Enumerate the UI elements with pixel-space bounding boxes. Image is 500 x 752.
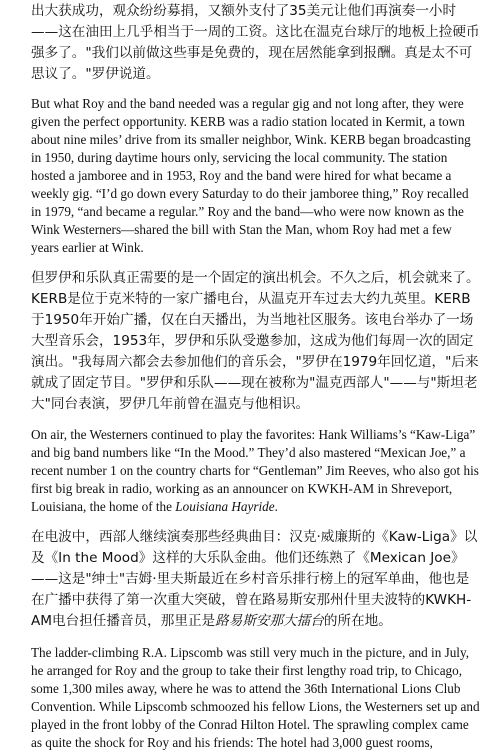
text-run: The ladder-climbing R.A. Lipscomb was still very much in the picture, and in July, he arranged for Roy and the group to take their first lengthy road trip, to Chicago, some 1,300 miles away, where he was to attend the 36th International Lions Club Convention. While Lipscomb schmoozed his fellow Lions, the Westerners set up and played in the front lobby of the Conrad Hilton Hotel. The sprawling complex came as quite the shock for Roy and his friends: The hotel had 3,000 guest rooms, (31, 645, 480, 750)
italic-show-title: Louisiana Hayride (175, 499, 275, 514)
paragraph-english-2 (31, 426, 482, 516)
paragraph-chinese-1 (31, 1, 482, 85)
text-run: 的所在地。 (323, 613, 392, 629)
text-run: 出大获成功，观众纷纷募捐，又额外支付了35美元让他们再演奏一小时——这在油田上几乎相当于一周的工资。这比在温克台球厅的地板上捡硬币强多了。"我们以前做这些事是免费的，现在居然能拿到报酬。真是太不可思议了。"罗伊说道。 (31, 3, 480, 82)
paragraph-english-1 (31, 95, 482, 257)
paragraph-chinese-2 (31, 268, 482, 415)
italic-show-title: 路易斯安那大擂台 (215, 613, 324, 629)
text-run: 在电波中，西部人继续演奏那些经典曲目：汉克·威廉斯的《Kaw-Liga》以及《In the Mood》这样的大乐队金曲。他们还练熟了《Mexican Joe》——这是"绅士"吉姆·里夫斯最近在乡村音乐排行榜上的冠军单曲，他也是在广播中获得了第一次重大突破，曾在路易斯安那州什里夫波特的KWKH-AM电台担任播音员，那里正是 (31, 529, 478, 629)
paragraph-chinese-3 (31, 527, 482, 632)
text-run: . (274, 499, 278, 514)
text-run: On air, the Westerners continued to play the favorites: Hank Williams’s “Kaw-Liga” and big band numbers like “In the Mood.” They’d also mastered “Mexican Joe,” a recent number 1 on the country charts for “Gentleman” Jim Reeves, who also got his first big break in radio, working as an announcer on KWKH-AM in Shreveport, Louisiana, the home of the (31, 427, 479, 514)
paragraph-english-3 (31, 644, 482, 752)
text-run: But what Roy and the band needed was a regular gig and not long after, they were given the perfect opportunity. KERB was a radio station located in Kermit, a town about nine miles’ drive from its smaller neighbor, Wink. KERB began broadcasting in 1950, during daytime hours only, servicing the local community. The station hosted a jamboree and in 1953, Roy and the band were hired for what became a weekly gig. “I’d go down every Saturday to do their jamboree thing,” Roy recalled in 1979, “and became a regular.” Roy and the band—who were now known as the Wink Westerners—shared the bill with Stan the Man, whom Roy had met a few years earlier at Wink. (31, 96, 471, 255)
text-run: 但罗伊和乐队真正需要的是一个固定的演出机会。不久之后，机会就来了。KERB是位于克米特的一家广播电台，从温克开车过去大约九英里。KERB于1950年开始广播，仅在白天播出，为当地社区服务。该电台举办了一场大型音乐会，1953年，罗伊和乐队受邀参加，这成为他们每周一次的固定演出。"我每周六都会去参加他们的音乐会，"罗伊在1979年回忆道，"后来就成了固定节目。"罗伊和乐队——现在被称为"温克西部人"——与"斯坦老大"同台表演，罗伊几年前曾在温克与他相识。 (31, 270, 480, 412)
